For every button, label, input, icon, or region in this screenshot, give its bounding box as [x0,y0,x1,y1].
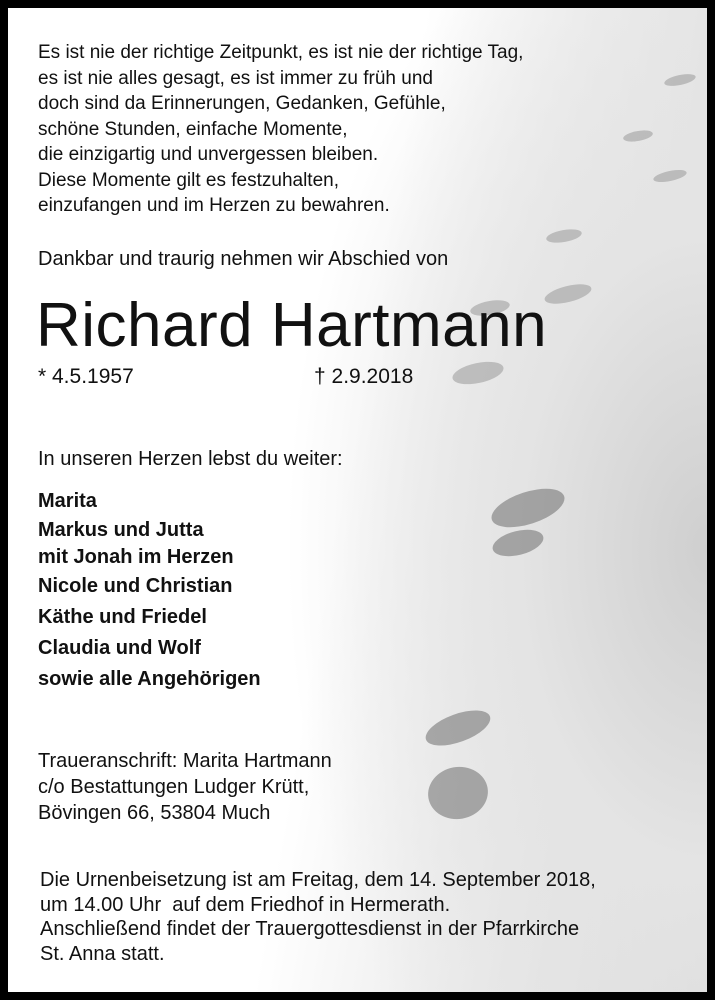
deceased-name: Richard Hartmann [36,291,548,360]
footprint [545,227,583,245]
service-line: St. Anna statt. [40,942,165,965]
footprint [487,481,569,535]
remembrance-line: In unseren Herzen lebst du weiter: [38,448,343,470]
mourner: sowie alle Angehörigen [38,668,261,690]
mourner: mit Jonah im Herzen [38,546,234,568]
service-line: Anschließend findet der Trauergottesdienst in der Pfarrkirche [40,918,580,940]
service-announcement [40,868,690,966]
footprint [663,72,696,88]
mourner: Marita [38,490,97,512]
service-line: um 14.00 Uhr auf dem Friedhof in Hermerath. [40,893,451,916]
footprint [450,358,505,388]
address-line: Traueranschrift: Marita Hartmann [38,750,332,772]
death-date: † 2.9.2018 [314,365,414,388]
mourner: Nicole und Christian [38,575,233,597]
mourners-list [38,486,261,695]
mourner: Markus und Jutta [38,519,204,541]
footprint [421,703,494,753]
address-line: Bövingen 66, 53804 Much [38,802,271,824]
address-line: c/o Bestattungen Ludger Krütt, [38,776,310,798]
footprint [424,762,492,824]
poem: Es ist nie der richtige Zeitpunkt, es ist nie der richtige Tag, es ist nie alles gesagt, es ist immer zu früh und doch sind da Erinnerungen, Gedanken, Gefühle, schöne Stunden, einfache Momente, die einzigartig und unvergessen bleiben. Diese Momente gilt es festzuhalten, einzufangen und im Herzen zu bewahren. [38,42,524,216]
mourner: Käthe und Friedel [38,606,207,628]
footprint [543,280,593,307]
farewell-intro: Dankbar und traurig nehmen wir Abschied von [38,248,449,270]
footprint [622,128,653,143]
mourner: Claudia und Wolf [38,637,201,659]
birth-date: * 4.5.1957 [38,365,134,388]
mourning-address [38,748,332,826]
footprint [490,525,546,561]
footprint [652,168,687,185]
service-line: Die Urnenbeisetzung ist am Freitag, dem 14. September 2018, [40,869,596,891]
